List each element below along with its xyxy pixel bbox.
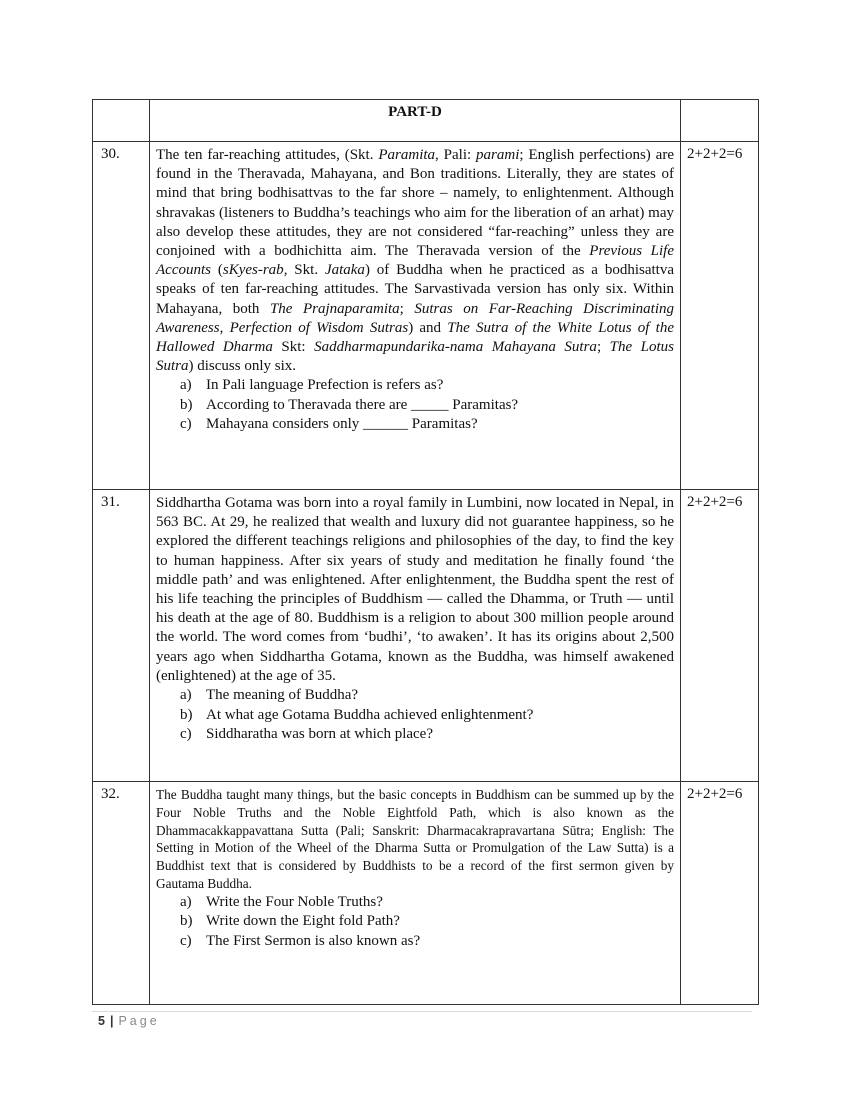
subquestion-text: In Pali language Prefection is refers as? <box>206 377 444 394</box>
marks: 2+2+2=6 <box>681 490 759 782</box>
question-row-30 <box>93 142 759 490</box>
subquestion <box>180 686 674 706</box>
passage-italic-run: Saddharmapundarika-nama Mahayana Sutra <box>314 339 597 356</box>
page-number: 5 <box>98 1014 105 1028</box>
passage-run: , <box>219 319 230 336</box>
empty-cell <box>681 100 759 142</box>
empty-cell <box>93 100 150 142</box>
subquestion <box>180 912 674 932</box>
passage-italic-run: The Sutra of the White Lotus of the Hallowed Dharma <box>156 319 674 356</box>
passage-italic-run: Sutras on Far-Reaching Discriminating Awareness <box>156 300 674 336</box>
subquestion <box>180 932 674 952</box>
passage-italic-run: Previous Life Accounts <box>156 243 674 279</box>
page-footer <box>98 1014 160 1028</box>
question-row-31 <box>93 490 759 782</box>
subquestion-text: Siddharatha was born at which place? <box>206 726 433 743</box>
question-number: 30. <box>93 142 150 490</box>
subquestion <box>180 893 674 913</box>
marks: 2+2+2=6 <box>681 782 759 1005</box>
question-body <box>150 490 681 782</box>
question-number: 32. <box>93 782 150 1005</box>
page-label: Page <box>118 1014 160 1028</box>
subquestion <box>180 706 674 726</box>
passage-italic-run: Jataka <box>324 262 365 279</box>
subquestion-list <box>156 686 674 745</box>
passage-run: ; <box>399 300 415 317</box>
subquestion-label: b) <box>180 913 193 930</box>
subquestion-text: The First Sermon is also known as? <box>206 932 421 949</box>
question-row-32 <box>93 782 759 1005</box>
question-body <box>150 142 681 490</box>
passage <box>156 786 674 893</box>
subquestion-label: c) <box>180 932 192 949</box>
subquestion <box>180 415 674 435</box>
passage <box>156 494 674 686</box>
subquestion-label: a) <box>180 377 192 394</box>
passage-italic-run: parami <box>476 147 520 163</box>
question-body <box>150 782 681 1005</box>
passage-italic-run: The Prajnaparamita <box>269 300 400 317</box>
subquestion-label: a) <box>180 687 192 704</box>
subquestion-list <box>156 893 674 952</box>
passage-run: ; English perfections) are found in the Theravada, Mahayana, and Bon traditions. Literally, they are states of mind that bring bodhisattvas to the far shore – namely, to enlightenment. Although shravakas (listeners to Buddha’s teachings who aim for the liberation of an arhat) may also develop these attitudes, they are not considered “far-reaching” unless they are conjoined with a bodhichitta aim. The Theravada version of the <box>156 147 674 260</box>
passage-run: ( <box>210 262 223 279</box>
passage-run: The Buddha taught many things, but the basic concepts in Buddhism can be summed up by the Four Noble Truths and the Noble Eightfold Path, which is also known as the Dhammacakkappavattana Sutta (Pali; Sanskrit: Dharmacakrapravartana Sūtra; English: The Setting in Motion of the Wheel of the Dharma Sutta or Promulgation of the Law Sutta) is a Buddhist text that is considered by Buddhists to be a record of the first sermon given by Gautama Buddha. <box>156 787 674 891</box>
passage-run: ) discuss only six. <box>188 358 297 375</box>
passage-run: Skt: <box>272 339 315 356</box>
subquestion-list <box>156 376 674 435</box>
passage-run: ; <box>596 339 610 356</box>
passage-run: The ten far-reaching attitudes, (Skt. <box>156 147 379 163</box>
passage-run: , Skt. <box>283 262 325 279</box>
subquestion-label: c) <box>180 726 192 743</box>
subquestion-text: At what age Gotama Buddha achieved enlightenment? <box>206 706 534 723</box>
passage-italic-run: sKyes-rab <box>222 262 284 279</box>
subquestion-text: Mahayana considers only ______ Paramitas? <box>206 416 478 433</box>
subquestion-text: The meaning of Buddha? <box>206 687 359 704</box>
subquestion-label: b) <box>180 706 193 723</box>
part-header-row <box>93 100 759 142</box>
passage-italic-run: Paramita <box>378 147 436 163</box>
passage-run: ) of Buddha when he practiced as a bodhisattva speaks of ten far-reaching attitudes. The Sarvastivada version has only six. Within Mahayana, both <box>156 262 674 317</box>
subquestion-text: Write down the Eight fold Path? <box>206 913 400 930</box>
question-number: 31. <box>93 490 150 782</box>
subquestion-label: c) <box>180 416 192 433</box>
passage-run: ) and <box>408 319 448 336</box>
question-table <box>92 99 759 1005</box>
subquestion-label: a) <box>180 893 192 910</box>
passage <box>156 146 674 376</box>
part-title: PART-D <box>150 100 681 142</box>
subquestion <box>180 725 674 745</box>
subquestion <box>180 396 674 416</box>
footer-divider <box>92 1011 752 1012</box>
marks: 2+2+2=6 <box>681 142 759 490</box>
passage-run: , Pali: <box>435 147 477 163</box>
passage-run: Siddhartha Gotama was born into a royal family in Lumbini, now located in Nepal, in 563 BC. At 29, he realized that wealth and luxury did not guarantee happiness, so he explored the different teachings religions and philosophies of the day, to find the key to human happiness. After six years of study and meditation he finally found ‘the middle path’ and was enlightened. After enlightenment, the Buddha spent the rest of his life teaching the principles of Buddhism — called the Dhamma, or Truth — until his death at the age of 80. Buddhism is a religion to about 300 million people around the world. The word comes from ‘budhi’, ‘to awaken’. It has its origins about 2,500 years ago when Siddhartha Gotama, known as the Buddha, was himself awakened (enlightened) at the age of 35. <box>156 495 674 684</box>
subquestion-text: Write the Four Noble Truths? <box>206 893 383 910</box>
footer-separator: | <box>109 1014 114 1028</box>
subquestion-label: b) <box>180 396 193 413</box>
passage-italic-run: Perfection of Wisdom Sutras <box>229 319 409 336</box>
subquestion <box>180 376 674 396</box>
subquestion-text: According to Theravada there are _____ Paramitas? <box>206 396 519 413</box>
passage-italic-run: The Lotus Sutra <box>156 339 674 375</box>
